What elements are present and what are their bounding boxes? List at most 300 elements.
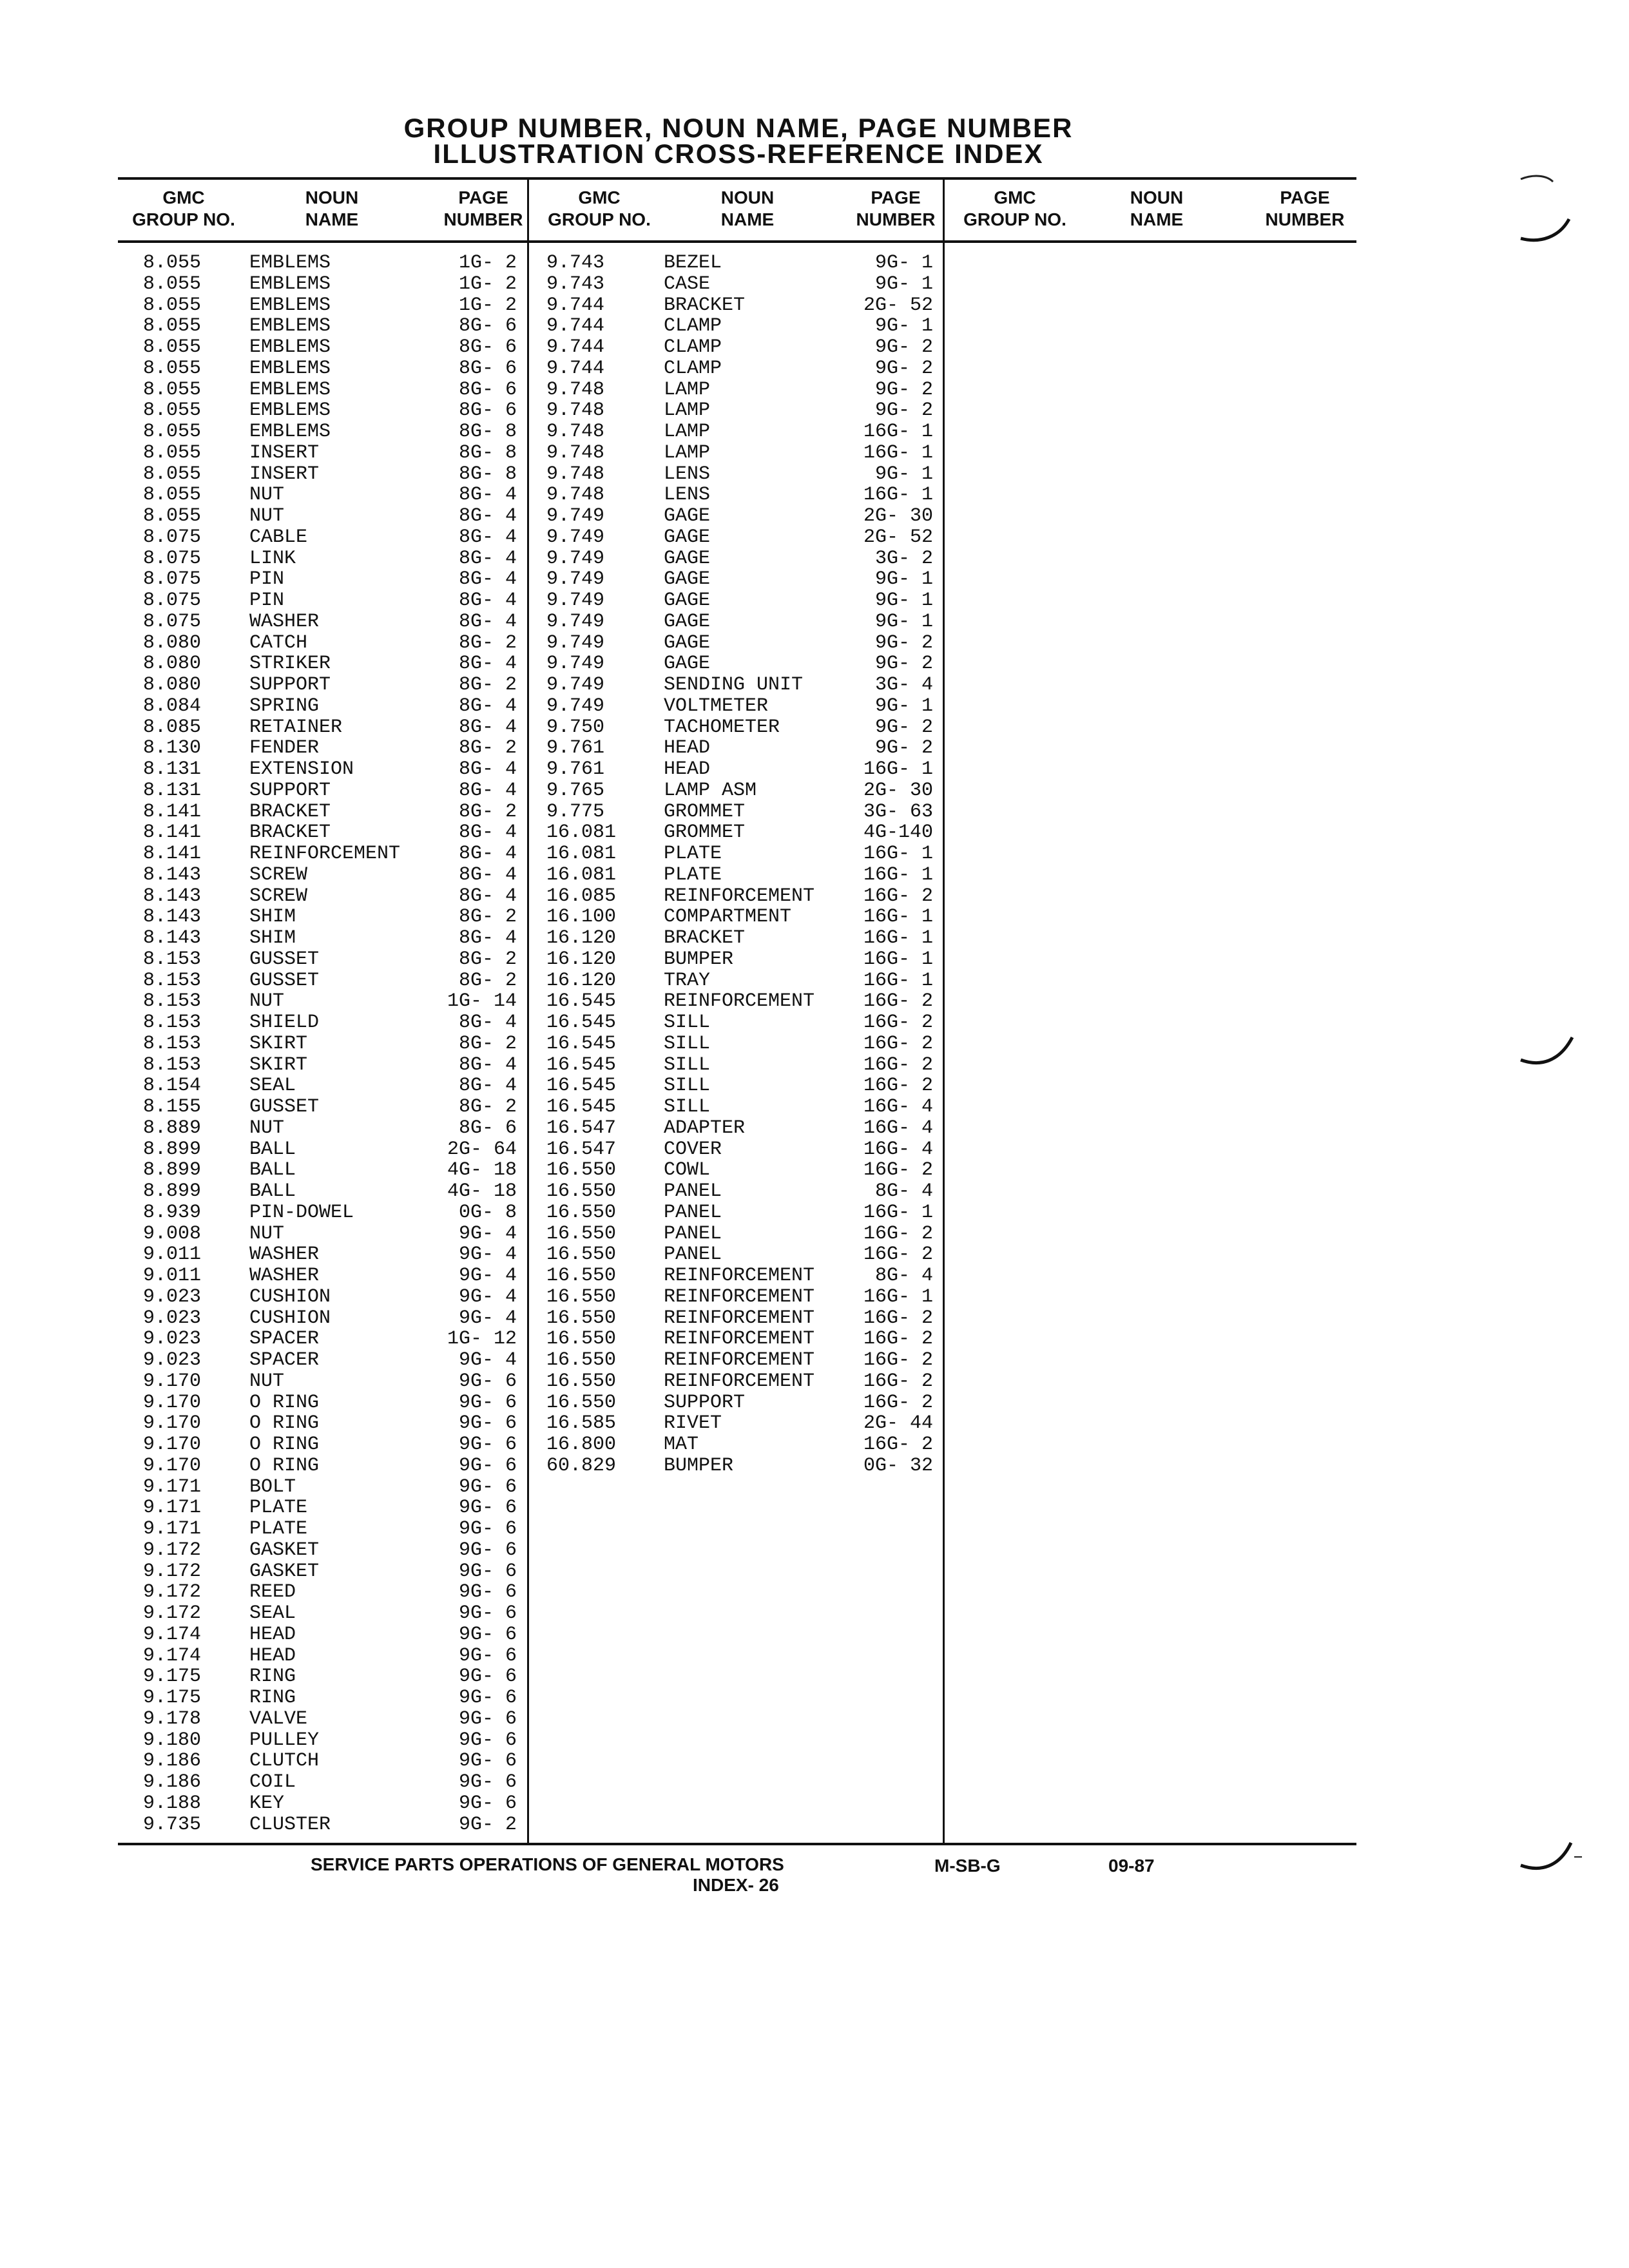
- table-row: [143, 970, 523, 992]
- page-number: 2G- 30: [863, 505, 933, 527]
- group-number: 9.744: [546, 294, 605, 316]
- noun-name: SKIRT: [249, 1053, 308, 1076]
- group-number: 9.008: [143, 1222, 202, 1245]
- page-number: 16G- 1: [863, 1285, 933, 1308]
- group-number: 8.153: [143, 1012, 202, 1033]
- noun-name: PANEL: [664, 1180, 722, 1202]
- page-number: 9G- 6: [458, 1539, 517, 1561]
- group-number: 9.011: [143, 1244, 202, 1266]
- table-row: [546, 1371, 940, 1392]
- group-number: 8.899: [143, 1159, 202, 1182]
- noun-name: COIL: [249, 1771, 296, 1793]
- table-row: [546, 1244, 940, 1265]
- footer-publisher: SERVICE PARTS OPERATIONS OF GENERAL MOTORS: [311, 1854, 784, 1874]
- table-row: [143, 1497, 523, 1519]
- noun-name: SILL: [664, 1032, 711, 1055]
- page-number: 16G- 2: [863, 1075, 933, 1097]
- table-row: [546, 569, 940, 590]
- group-number: 16.545: [546, 1032, 617, 1055]
- column-divider-2: [943, 178, 945, 1843]
- table-row: [546, 421, 940, 443]
- table-row: [546, 1434, 940, 1456]
- noun-name: CLUSTER: [249, 1813, 331, 1836]
- group-number: 16.550: [546, 1328, 617, 1350]
- group-number: 16.081: [546, 863, 617, 886]
- page-number: 16G- 1: [863, 421, 933, 443]
- footer-index: INDEX- 26: [693, 1875, 779, 1895]
- noun-name: PANEL: [664, 1222, 722, 1245]
- noun-name: EMBLEMS: [249, 378, 331, 401]
- table-row: [546, 443, 940, 464]
- page-number: 16G- 1: [863, 948, 933, 970]
- noun-name: NUT: [249, 1370, 285, 1392]
- page-number: 9G- 1: [874, 273, 933, 295]
- page-number: 9G- 6: [458, 1454, 517, 1477]
- noun-name: CATCH: [249, 631, 308, 654]
- group-number: 9.761: [546, 758, 605, 780]
- table-row: [546, 949, 940, 970]
- noun-name: HEAD: [249, 1623, 296, 1646]
- group-number: 16.800: [546, 1434, 617, 1456]
- noun-name: SPACER: [249, 1349, 320, 1371]
- noun-name: REINFORCEMENT: [664, 1285, 815, 1308]
- group-number: 8.153: [143, 1053, 202, 1076]
- group-number: 8.141: [143, 843, 202, 865]
- noun-name: REED: [249, 1581, 296, 1604]
- table-row: [143, 653, 523, 675]
- table-row: [546, 928, 940, 949]
- page-number: 16G- 4: [863, 1117, 933, 1139]
- noun-name: RING: [249, 1687, 296, 1709]
- noun-name: VOLTMETER: [664, 695, 769, 717]
- page-number: 4G- 18: [447, 1180, 517, 1202]
- noun-name: NUT: [249, 1222, 285, 1245]
- page-number: 8G- 6: [458, 378, 517, 401]
- page-number: 8G- 8: [458, 463, 517, 485]
- group-number: 16.547: [546, 1117, 617, 1139]
- group-number: 9.011: [143, 1265, 202, 1287]
- table-row: [546, 316, 940, 337]
- table-row: [143, 949, 523, 970]
- table-row: [546, 400, 940, 421]
- group-number: 16.550: [546, 1370, 617, 1392]
- table-row: [143, 1329, 523, 1350]
- noun-name: COVER: [664, 1138, 722, 1160]
- group-number: 9.749: [546, 590, 605, 611]
- page-number: 9G- 2: [874, 357, 933, 380]
- group-number: 8.075: [143, 568, 202, 591]
- noun-name: SILL: [664, 1053, 711, 1076]
- page-number: 4G- 18: [447, 1159, 517, 1182]
- noun-name: GAGE: [664, 590, 711, 611]
- group-number: 16.550: [546, 1391, 617, 1414]
- table-row: [143, 1202, 523, 1224]
- binding-mark-middle: [1514, 1024, 1592, 1082]
- page-number: 16G- 2: [863, 1012, 933, 1033]
- table-row: [143, 780, 523, 802]
- noun-name: EMBLEMS: [249, 357, 331, 380]
- table-row: [143, 1582, 523, 1603]
- noun-name: SEAL: [249, 1075, 296, 1097]
- group-number: 16.085: [546, 885, 617, 907]
- group-number: 16.120: [546, 969, 617, 992]
- group-number: 8.143: [143, 906, 202, 928]
- page-number: 8G- 8: [458, 441, 517, 464]
- group-number: 60.829: [546, 1454, 617, 1477]
- noun-name: PIN: [249, 590, 285, 611]
- group-number: 9.748: [546, 484, 605, 506]
- page-number: 0G- 8: [458, 1201, 517, 1224]
- page-number: 8G- 2: [458, 674, 517, 696]
- group-number: 8.141: [143, 800, 202, 823]
- table-row: [546, 907, 940, 928]
- page-number: 8G- 2: [458, 969, 517, 992]
- page-title-line-1: GROUP NUMBER, NOUN NAME, PAGE NUMBER: [403, 113, 1074, 143]
- group-number: 9.171: [143, 1475, 202, 1498]
- group-number: 9.023: [143, 1307, 202, 1329]
- page-number: 3G- 2: [874, 547, 933, 570]
- noun-name: STRIKER: [249, 653, 331, 675]
- noun-name: BUMPER: [664, 948, 734, 970]
- page-number: 16G- 1: [863, 484, 933, 506]
- table-row: [546, 653, 940, 675]
- group-number: 16.100: [546, 906, 617, 928]
- noun-name: CLAMP: [664, 357, 722, 380]
- table-row: [143, 1392, 523, 1414]
- table-row: [143, 400, 523, 421]
- group-number: 9.172: [143, 1602, 202, 1624]
- table-row: [546, 1118, 940, 1139]
- noun-name: RING: [249, 1666, 296, 1688]
- group-number: 8.075: [143, 590, 202, 611]
- table-row: [546, 1287, 940, 1308]
- page-number: 16G- 2: [863, 1053, 933, 1076]
- table-row: [546, 548, 940, 570]
- table-row: [143, 1012, 523, 1033]
- table-row: [143, 865, 523, 886]
- noun-name: O RING: [249, 1434, 320, 1456]
- binding-mark-top: [1514, 168, 1592, 251]
- table-row: [546, 970, 940, 992]
- noun-name: REINFORCEMENT: [664, 1349, 815, 1371]
- noun-name: REINFORCEMENT: [664, 885, 815, 907]
- group-number: 8.055: [143, 484, 202, 506]
- noun-name: REINFORCEMENT: [664, 1328, 815, 1350]
- group-number: 9.172: [143, 1539, 202, 1561]
- page-number: 1G- 14: [447, 990, 517, 1013]
- table-row: [546, 1392, 940, 1414]
- page-number: 8G- 4: [458, 568, 517, 591]
- page-number: 9G- 2: [458, 1813, 517, 1836]
- group-number: 8.055: [143, 294, 202, 316]
- group-number: 16.081: [546, 822, 617, 844]
- group-number: 8.055: [143, 357, 202, 380]
- page-number: 9G- 2: [874, 716, 933, 738]
- table-row: [143, 1265, 523, 1287]
- noun-name: KEY: [249, 1792, 285, 1814]
- table-row: [546, 802, 940, 823]
- noun-name: SCREW: [249, 863, 308, 886]
- noun-name: PANEL: [664, 1244, 722, 1266]
- header-block-1-noun: NOUN NAME: [305, 187, 359, 229]
- page-number: 9G- 2: [874, 653, 933, 675]
- table-row: [143, 991, 523, 1012]
- noun-name: SPACER: [249, 1328, 320, 1350]
- page-number: 9G- 2: [874, 737, 933, 760]
- noun-name: SUPPORT: [664, 1391, 746, 1414]
- page-number: 16G- 2: [863, 1307, 933, 1329]
- group-number: 16.545: [546, 1012, 617, 1033]
- group-number: 8.130: [143, 737, 202, 760]
- footer-rule: [118, 1843, 1356, 1845]
- table-row: [143, 569, 523, 590]
- noun-name: PLATE: [249, 1518, 308, 1540]
- group-number: 16.550: [546, 1180, 617, 1202]
- noun-name: REINFORCEMENT: [249, 843, 401, 865]
- table-row: [143, 464, 523, 485]
- page-number: 16G- 2: [863, 1244, 933, 1266]
- group-number: 9.748: [546, 441, 605, 464]
- page-number: 2G- 64: [447, 1138, 517, 1160]
- noun-name: EMBLEMS: [249, 315, 331, 338]
- page-number: 8G- 4: [458, 863, 517, 886]
- page-number: 8G- 4: [458, 505, 517, 527]
- table-row: [546, 485, 940, 506]
- header-block-2-page: PAGE NUMBER: [856, 187, 936, 229]
- noun-name: SENDING UNIT: [664, 674, 804, 696]
- group-number: 8.055: [143, 441, 202, 464]
- table-row: [143, 316, 523, 337]
- noun-name: LENS: [664, 484, 711, 506]
- noun-name: GAGE: [664, 610, 711, 633]
- page-number: 9G- 6: [458, 1391, 517, 1414]
- table-row: [143, 759, 523, 780]
- noun-name: PLATE: [664, 843, 722, 865]
- table-row: [143, 443, 523, 464]
- noun-name: GAGE: [664, 505, 711, 527]
- table-row: [143, 611, 523, 633]
- noun-name: LINK: [249, 547, 296, 570]
- group-number: 8.075: [143, 547, 202, 570]
- table-row: [143, 1561, 523, 1582]
- page-number: 16G- 4: [863, 1138, 933, 1160]
- page-number: 9G- 6: [458, 1475, 517, 1498]
- header-block-2-noun: NOUN NAME: [720, 187, 775, 229]
- group-number: 8.153: [143, 990, 202, 1013]
- page-number: 9G- 6: [458, 1434, 517, 1456]
- group-number: 9.765: [546, 779, 605, 802]
- group-number: 8.055: [143, 252, 202, 274]
- group-number: 8.075: [143, 526, 202, 548]
- noun-name: SILL: [664, 1096, 711, 1118]
- page-number: 9G- 6: [458, 1560, 517, 1582]
- table-row: [143, 633, 523, 654]
- group-number: 9.761: [546, 737, 605, 760]
- page-number: 8G- 6: [458, 336, 517, 358]
- page-number: 9G- 6: [458, 1729, 517, 1751]
- page-number: 9G- 2: [874, 631, 933, 654]
- noun-name: O RING: [249, 1412, 320, 1435]
- group-number: 16.547: [546, 1138, 617, 1160]
- table-row: [546, 253, 940, 274]
- noun-name: PIN: [249, 568, 285, 591]
- table-row: [546, 590, 940, 611]
- noun-name: GAGE: [664, 526, 711, 548]
- noun-name: FENDER: [249, 737, 320, 760]
- noun-name: LENS: [664, 463, 711, 485]
- noun-name: TACHOMETER: [664, 716, 780, 738]
- noun-name: PANEL: [664, 1201, 722, 1224]
- group-number: 8.143: [143, 927, 202, 949]
- table-row: [143, 485, 523, 506]
- page-number: 1G- 2: [458, 294, 517, 316]
- noun-name: BRACKET: [249, 822, 331, 844]
- group-number: 8.055: [143, 315, 202, 338]
- page-number: 8G- 2: [458, 737, 517, 760]
- group-number: 9.748: [546, 399, 605, 422]
- table-row: [143, 1477, 523, 1498]
- group-number: 8.899: [143, 1138, 202, 1160]
- noun-name: GUSSET: [249, 969, 320, 992]
- group-number: 9.175: [143, 1687, 202, 1709]
- page-number: 2G- 52: [863, 526, 933, 548]
- table-row: [143, 1730, 523, 1751]
- table-row: [546, 1075, 940, 1097]
- page-number: 8G- 4: [458, 610, 517, 633]
- group-number: 9.748: [546, 421, 605, 443]
- page-number: 16G- 2: [863, 1434, 933, 1456]
- group-number: 8.080: [143, 653, 202, 675]
- noun-name: PLATE: [664, 863, 722, 886]
- table-row: [143, 1793, 523, 1814]
- page-number: 9G- 6: [458, 1687, 517, 1709]
- page-number: 9G- 6: [458, 1602, 517, 1624]
- page-number: 16G- 2: [863, 1328, 933, 1350]
- table-row: [143, 1814, 523, 1836]
- group-number: 8.143: [143, 863, 202, 886]
- group-number: 9.749: [546, 568, 605, 591]
- table-row: [143, 928, 523, 949]
- noun-name: COMPARTMENT: [664, 906, 792, 928]
- noun-name: SPRING: [249, 695, 320, 717]
- group-number: 9.171: [143, 1518, 202, 1540]
- table-row: [546, 822, 940, 843]
- table-row: [143, 590, 523, 611]
- group-number: 9.744: [546, 315, 605, 338]
- table-row: [143, 1244, 523, 1265]
- group-number: 16.550: [546, 1201, 617, 1224]
- noun-name: REINFORCEMENT: [664, 1265, 815, 1287]
- header-block-1-page: PAGE NUMBER: [443, 187, 523, 229]
- table-row: [143, 717, 523, 738]
- page-number: 9G- 6: [458, 1497, 517, 1519]
- group-number: 9.170: [143, 1391, 202, 1414]
- group-number: 9.749: [546, 526, 605, 548]
- header-block-3-gmc: GMC GROUP NO.: [963, 187, 1066, 229]
- group-number: 16.550: [546, 1285, 617, 1308]
- page-number: 9G- 4: [458, 1307, 517, 1329]
- page-number: 16G- 1: [863, 969, 933, 992]
- footer-code: M-SB-G: [934, 1856, 1001, 1876]
- table-row: [143, 1055, 523, 1076]
- noun-name: PULLEY: [249, 1729, 320, 1751]
- group-number: 9.749: [546, 674, 605, 696]
- noun-name: LAMP: [664, 399, 711, 422]
- binding-mark-bottom: [1514, 1830, 1592, 1888]
- noun-name: LAMP: [664, 378, 711, 401]
- table-row: [143, 802, 523, 823]
- page-number: 9G- 6: [458, 1518, 517, 1540]
- table-row: [546, 1181, 940, 1202]
- noun-name: GAGE: [664, 547, 711, 570]
- page-number: 9G- 4: [458, 1285, 517, 1308]
- page-number: 9G- 2: [874, 378, 933, 401]
- table-row: [143, 380, 523, 401]
- page-number: 8G- 2: [458, 948, 517, 970]
- group-number: 16.550: [546, 1307, 617, 1329]
- table-row: [143, 274, 523, 295]
- table-row: [546, 759, 940, 780]
- page-number: 16G- 4: [863, 1096, 933, 1118]
- noun-name: CABLE: [249, 526, 308, 548]
- page-number: 16G- 1: [863, 843, 933, 865]
- table-row: [143, 1350, 523, 1371]
- page-number: 9G- 6: [458, 1666, 517, 1688]
- noun-name: WASHER: [249, 1265, 320, 1287]
- noun-name: TRAY: [664, 969, 711, 992]
- group-number: 9.743: [546, 273, 605, 295]
- page-number: 2G- 44: [863, 1412, 933, 1435]
- noun-name: CUSHION: [249, 1285, 331, 1308]
- table-row: [143, 1540, 523, 1561]
- table-row: [143, 1434, 523, 1456]
- group-number: 9.749: [546, 653, 605, 675]
- group-number: 8.153: [143, 1032, 202, 1055]
- noun-name: LAMP: [664, 441, 711, 464]
- noun-name: SHIM: [249, 906, 296, 928]
- page-number: 8G- 4: [458, 547, 517, 570]
- noun-name: BALL: [249, 1159, 296, 1182]
- table-row: [143, 1224, 523, 1245]
- page-number: 1G- 2: [458, 252, 517, 274]
- group-number: 9.171: [143, 1497, 202, 1519]
- table-row: [143, 506, 523, 527]
- page-number: 8G- 4: [458, 1075, 517, 1097]
- table-row: [143, 1687, 523, 1709]
- header-block-2-gmc: GMC GROUP NO.: [548, 187, 651, 229]
- table-row: [143, 1075, 523, 1097]
- group-number: 9.172: [143, 1560, 202, 1582]
- noun-name: VALVE: [249, 1707, 308, 1730]
- noun-name: GAGE: [664, 631, 711, 654]
- noun-name: GASKET: [249, 1560, 320, 1582]
- table-row: [143, 1413, 523, 1434]
- noun-name: NUT: [249, 1117, 285, 1139]
- noun-name: GUSSET: [249, 1096, 320, 1118]
- page-number: 4G-140: [863, 822, 933, 844]
- table-row: [546, 738, 940, 759]
- noun-name: MAT: [664, 1434, 699, 1456]
- table-row: [143, 1646, 523, 1667]
- group-number: 8.055: [143, 273, 202, 295]
- page-number: 16G- 2: [863, 1159, 933, 1182]
- page-number: 1G- 12: [447, 1328, 517, 1350]
- group-number: 16.120: [546, 927, 617, 949]
- footer-date: 09-87: [1108, 1856, 1155, 1876]
- noun-name: REINFORCEMENT: [664, 1307, 815, 1329]
- table-row: [546, 843, 940, 865]
- table-row: [546, 1012, 940, 1033]
